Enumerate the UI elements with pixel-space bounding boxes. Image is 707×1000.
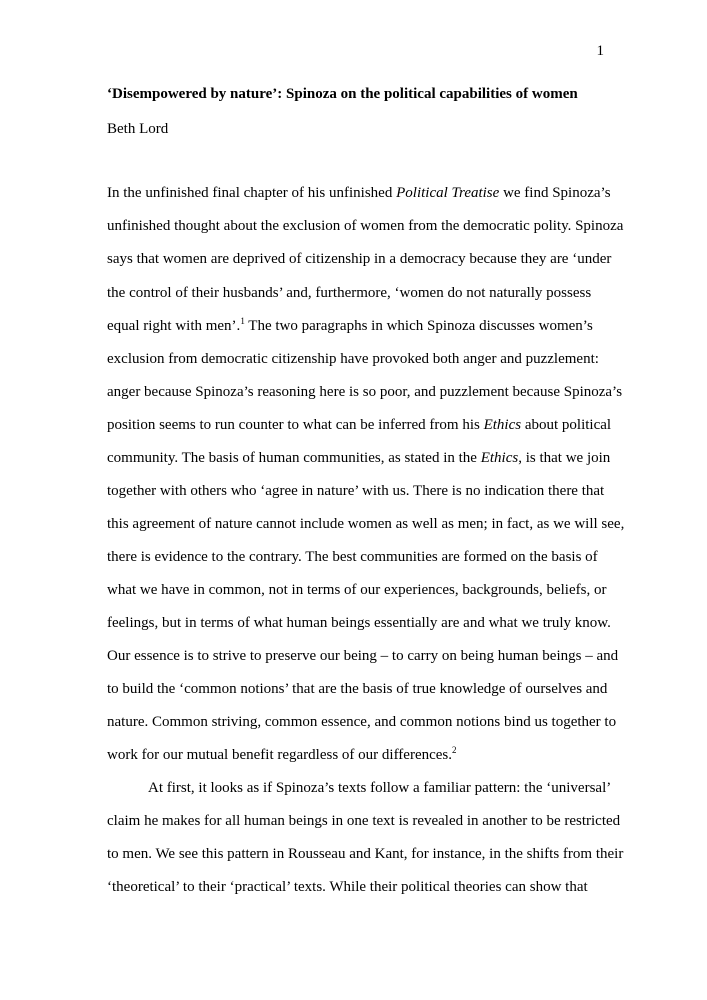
text-line: exclusion from democratic citizenship have provoked both anger and puzzlement: bbox=[107, 351, 599, 367]
paper-title: ‘Disempowered by nature’: Spinoza on the political capabilities of women bbox=[107, 86, 578, 102]
italic-title: Ethics bbox=[480, 450, 519, 466]
text-line: community. The basis of human communities, as stated in the Ethics, is that we join bbox=[107, 450, 611, 466]
author-name: Beth Lord bbox=[107, 121, 169, 137]
text-line: anger because Spinoza’s reasoning here is so poor, and puzzlement because Spinoza’s bbox=[107, 384, 623, 400]
text-line: equal right with men’.$^1$ The two paragraphs in which Spinoza discusses women’s bbox=[107, 316, 593, 334]
text-line: nature. Common striving, common essence, and common notions bind us together to bbox=[107, 714, 617, 730]
text-line: At first, it looks as if Spinoza’s texts follow a familiar pattern: the ‘universal’ bbox=[148, 780, 612, 796]
text-line: In the unfinished final chapter of his unfinished Political Treatise we find Spinoza’s bbox=[107, 185, 611, 201]
text-line: claim he makes for all human beings in one text is revealed in another to be restricted bbox=[107, 813, 621, 829]
text-line: says that women are deprived of citizenship in a democracy because they are ‘under bbox=[107, 251, 612, 267]
text-line: to men. We see this pattern in Rousseau and Kant, for instance, in the shifts from their bbox=[107, 846, 624, 862]
text-line: Our essence is to strive to preserve our being – to carry on being human beings – and bbox=[107, 648, 619, 664]
footnote-ref-1: 1 bbox=[240, 316, 245, 326]
italic-title: Political Treatise bbox=[396, 185, 500, 201]
footnote-ref-2: 2 bbox=[452, 745, 457, 755]
text-line: ‘theoretical’ to their ‘practical’ texts. While their political theories can show that bbox=[107, 879, 588, 895]
text-line: unfinished thought about the exclusion of women from the democratic polity. Spinoza bbox=[107, 218, 624, 234]
text-line: position seems to run counter to what can be inferred from his Ethics about political bbox=[107, 417, 612, 433]
text-line: there is evidence to the contrary. The best communities are formed on the basis of bbox=[107, 549, 598, 565]
page-number: 1 bbox=[596, 43, 604, 59]
text-line: to build the ‘common notions’ that are the basis of true knowledge of ourselves and bbox=[107, 681, 608, 697]
text-line: work for our mutual benefit regardless of our differences.$^2$ bbox=[107, 745, 457, 763]
italic-title: Ethics bbox=[483, 417, 522, 433]
text-line: this agreement of nature cannot include women as well as men; in fact, as we will see, bbox=[107, 516, 625, 532]
text-line: together with others who ‘agree in nature’ with us. There is no indication there that bbox=[107, 483, 605, 499]
text-line: feelings, but in terms of what human beings essentially are and what we truly know. bbox=[107, 615, 611, 631]
text-line: the control of their husbands’ and, furthermore, ‘women do not naturally possess bbox=[107, 285, 592, 301]
text-line: what we have in common, not in terms of our experiences, backgrounds, beliefs, or bbox=[107, 582, 607, 598]
